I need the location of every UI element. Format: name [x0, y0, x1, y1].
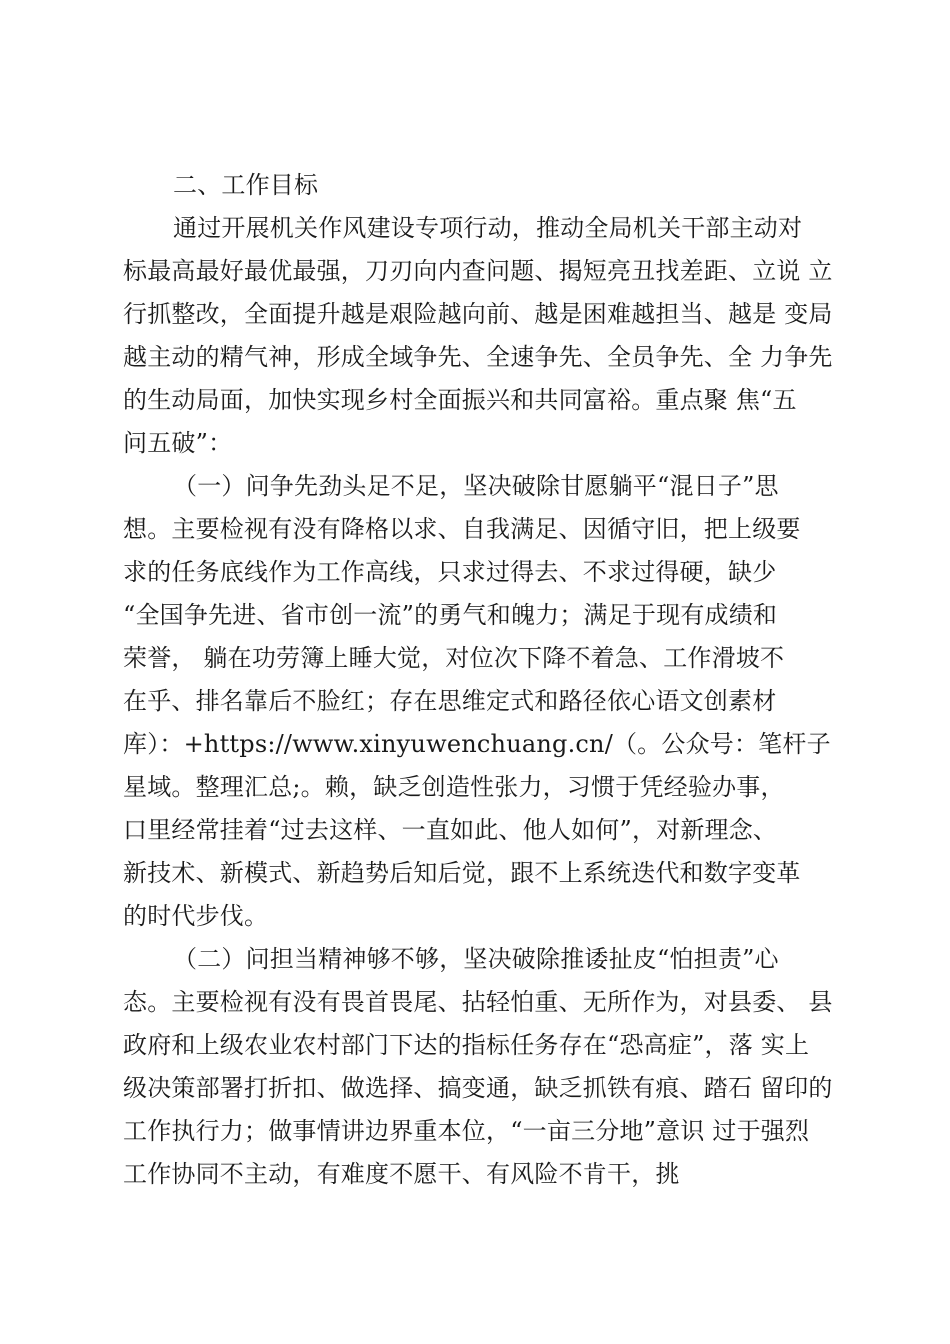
paragraph-line: 问五破”：	[123, 429, 233, 457]
paragraph-line: 工作协同不主动，有难度不愿干、有风险不肯干，挑	[123, 1160, 680, 1188]
paragraph-line: 通过开展机关作风建设专项行动，推动全局机关干部主动对	[173, 214, 803, 242]
paragraph-line: 行抓整改，全面提升越是艰险越向前、越是困难越担当、越是 变局	[123, 300, 833, 328]
paragraph-line: 越主动的精气神，形成全域争先、全速争先、全员争先、全 力争先	[123, 343, 833, 371]
paragraph-line: 政府和上级农业农村部门下达的指标任务存在“恐高症”，落 实上	[123, 1031, 810, 1059]
paragraph-line: 求的任务底线作为工作高线，只求过得去、不求过得硬，缺少	[123, 558, 777, 586]
paragraph-line: “全国争先进、省市创一流”的勇气和魄力；满足于现有成绩和	[123, 601, 778, 629]
paragraph-line: 级决策部署打折扣、做选择、搞变通，缺乏抓铁有痕、踏石 留印的	[123, 1074, 833, 1102]
paragraph-line: （一）问争先劲头足不足，坚决破除甘愿躺平“混日子”思	[173, 472, 779, 500]
section-heading: 二、工作目标	[173, 171, 319, 199]
paragraph-line: 工作执行力；做事情讲边界重本位，“一亩三分地”意识 过于强烈	[123, 1117, 810, 1145]
paragraph-line: 新技术、新模式、新趋势后知后觉，跟不上系统迭代和数字变革	[123, 859, 801, 887]
paragraph-line: 在乎、排名靠后不脸红；存在思维定式和路径依心语文创素材	[123, 687, 777, 715]
paragraph-line: 想。主要检视有没有降格以求、自我满足、因循守旧，把上级要	[123, 515, 801, 543]
paragraph-line: 星域。整理汇总;。赖，缺乏创造性张力，习惯于凭经验办事，	[123, 773, 785, 801]
paragraph-line: 的生动局面，加快实现乡村全面振兴和共同富裕。重点聚 焦“五	[123, 386, 797, 414]
paragraph-line: 荣誉， 躺在功劳簿上睡大觉，对位次下降不着急、工作滑坡不	[123, 644, 785, 672]
paragraph-line: 口里经常挂着“过去这样、一直如此、他人如何”，对新理念、	[123, 816, 778, 844]
paragraph-line: 库）：+https://www.xinyuwenchuang.cn/（。公众号：笔杆子	[123, 730, 831, 758]
paragraph-line: 标最高最好最优最强，刀刃向内查问题、揭短亮丑找差距、立说 立	[123, 257, 833, 285]
paragraph-line: 态。主要检视有没有畏首畏尾、拈轻怕重、无所作为，对县委、 县	[123, 988, 833, 1016]
paragraph-line: （二）问担当精神够不够，坚决破除推诿扯皮“怕担责”心	[173, 945, 779, 973]
paragraph-line: 的时代步伐。	[123, 902, 269, 930]
